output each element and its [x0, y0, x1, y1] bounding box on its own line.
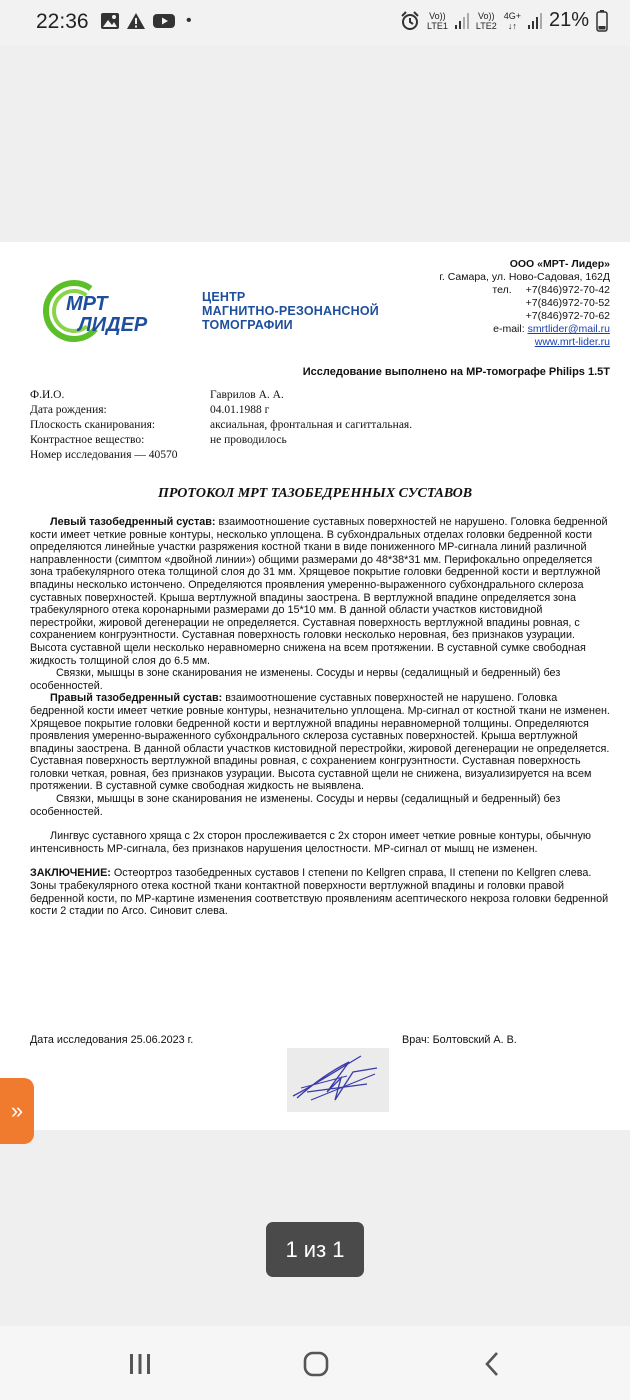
sim1-network: Vo)) LTE1: [427, 10, 448, 31]
battery-icon: [596, 10, 608, 32]
home-button[interactable]: [294, 1346, 338, 1382]
logo-text-lider: ЛИДЕР: [78, 314, 148, 336]
warning-icon: [126, 12, 146, 30]
page-counter: 1 из 1: [266, 1222, 364, 1277]
company-name: ООО «МРТ- Лидер»: [509, 258, 610, 270]
left-joint-paragraph: Левый тазобедренный сустав: взаимоотношение суставных поверхностей не нарушено. Головка бедренной кости имеет четкие ровные контуры, несколько уплощена. В субхондральных отделах головки бедренной кости определяются линейные участки разряжения костной ткани в виде пониженного МР-сигнала линий различной направленности (симптом «двойной линии») общими размерами до 48*38*31 мм. Перифокально определяется зона трабекулярного отека толщиной слоя до 31 мм. Хрящевое покрытие головки бедренной кости и вертлужной впадины несколько истончено. Определяются проявления умеренно-выраженного субхондрального склероза суставных поверхностей. Крыша вертлужной впадины заострена. В вертлужной впадине определяется зона трабекулярного отека коронарными размерами до 15*10 мм. В данной области участков кистовидной перестройки, жировой дегенерации не определяется. Суставная поверхность вертлужной впадины ровная, с сохранением конгруэнтности. Суставная поверхность головки несколько неровная, без признаков узурации. Высота суставной щели несколько неравномерно снижена на всем протяжении. В суставной сумке свободная жидкость толщиной слоя до 6.5 мм.: [30, 516, 608, 667]
viewer-background: [0, 46, 630, 242]
status-dot: •: [186, 12, 192, 29]
double-chevron-right-icon: »: [10, 1098, 24, 1123]
company-info: [439, 258, 610, 349]
protocol-title: ПРОТОКОЛ МРТ ТАЗОБЕДРЕННЫХ СУСТАВОВ: [157, 486, 473, 501]
right-ligaments-paragraph: Связки, мышцы в зоне сканирования не изменены. Сосуды и нервы (седалищный и бедренный) без особенностей.: [30, 793, 561, 818]
signature-image: [287, 1048, 389, 1112]
patient-info: Ф.И.О. Гаврилов А. А. Дата рождения: 04.01.1988 г Плоскость сканирования: аксиальная, фронтальная и сагиттальная. Контрастное вещество: не проводилось Номер исследования — 40570: [30, 389, 413, 461]
company-phone-1: тел. +7(846)972-70-42: [492, 284, 610, 296]
company-phone-3: +7(846)972-70-62: [525, 310, 610, 322]
right-joint-paragraph: Правый тазобедренный сустав: взаимоотношение суставных поверхностей не нарушено. Головка бедренной кости имеет четкие ровные контуры, незначительно уплощена. Мр-сигнал от костной ткани не изменен. Хрящевое покрытие головки бедренной кости и вертлужной впадины неравномерной толщины. Определяются проявления умеренно-выраженного субхондрального склероза суставных поверхностей. Крыша вертлужной впадины заострена. В данной области участков кистовидной перестройки, жировой дегенерации не определяется. Суставная поверхность вертлужной впадины ровная, с сохранением конгруэнтности. Суставная поверхность головки четкая, ровная, без признаков узурации. Высота суставной щели не снижена, визуализируется на всем протяжении. В суставной сумке свободная жидкость не выявлена.: [30, 692, 610, 793]
status-bar: [0, 0, 630, 46]
email-link[interactable]: smrtlider@mail.ru: [527, 323, 610, 335]
conclusion-paragraph: ЗАКЛЮЧЕНИЕ: Остеортроз тазобедренных суставов I степени по Kellgren справа, II степени по Kellgren слева. Зоны трабекулярного отека костной ткани контактной поверхности вертлужной впадины и головки правой бедренной кости, по МР-картине изменения соответствую проявлениям асептического некроза головки бедренной кости 2 стадии по Arco. Синовит слева.: [30, 867, 609, 918]
exam-date: Дата исследования 25.06.2023 г.: [30, 1034, 194, 1046]
left-ligaments-paragraph: Связки, мышцы в зоне сканирования не изменены. Сосуды и нервы (седалищный и бедренный) без особенностей.: [30, 667, 561, 692]
side-panel-toggle[interactable]: [0, 1078, 34, 1144]
battery-percent: 21%: [548, 9, 589, 31]
doctor-name: Врач: Болтовский А. В.: [402, 1034, 517, 1046]
sim2-network: Vo)) LTE2: [475, 10, 497, 31]
navigation-bar: [0, 1326, 630, 1400]
logo: [38, 276, 178, 346]
gallery-icon: [100, 12, 120, 30]
document-page: [0, 242, 630, 1130]
website-link[interactable]: www.mrt-lider.ru: [534, 336, 610, 348]
company-address: г. Самара, ул. Ново-Садовая, 162Д: [439, 271, 610, 283]
back-button[interactable]: [470, 1346, 514, 1382]
signal-icon: [528, 13, 542, 29]
company-email: e-mail: smrtlider@mail.ru: [493, 323, 610, 335]
center-title: ЦЕНТР МАГНИТНО-РЕЗОНАНСНОЙ ТОМОГРАФИИ: [202, 290, 379, 332]
back-icon: [480, 1350, 504, 1378]
recents-button[interactable]: [118, 1346, 162, 1382]
youtube-icon: [152, 12, 176, 30]
status-notification-icons: [100, 12, 192, 30]
alarm-icon: [400, 11, 420, 31]
data-network: 4G+ ↓↑: [503, 10, 521, 31]
logo-text-mrt: МРТ: [66, 293, 108, 315]
signal-icon: [455, 13, 469, 29]
home-icon: [302, 1350, 330, 1378]
lingvus-paragraph: Лингвус суставного хряща с 2х сторон прослеживается с 2х сторон имеет четкие ровные контуры, обычную интенсивность МР-сигнала, без признаков нарушения целостности. МР-сигнал от мышц не изменен.: [30, 830, 591, 855]
company-phone-2: +7(846)972-70-52: [525, 297, 610, 309]
status-right: [400, 9, 608, 32]
recents-icon: [127, 1351, 153, 1377]
status-time: 22:36: [36, 10, 89, 33]
exam-note: Исследование выполнено на МР-томографе Philips 1.5T: [302, 366, 610, 378]
protocol-body: [30, 516, 610, 918]
